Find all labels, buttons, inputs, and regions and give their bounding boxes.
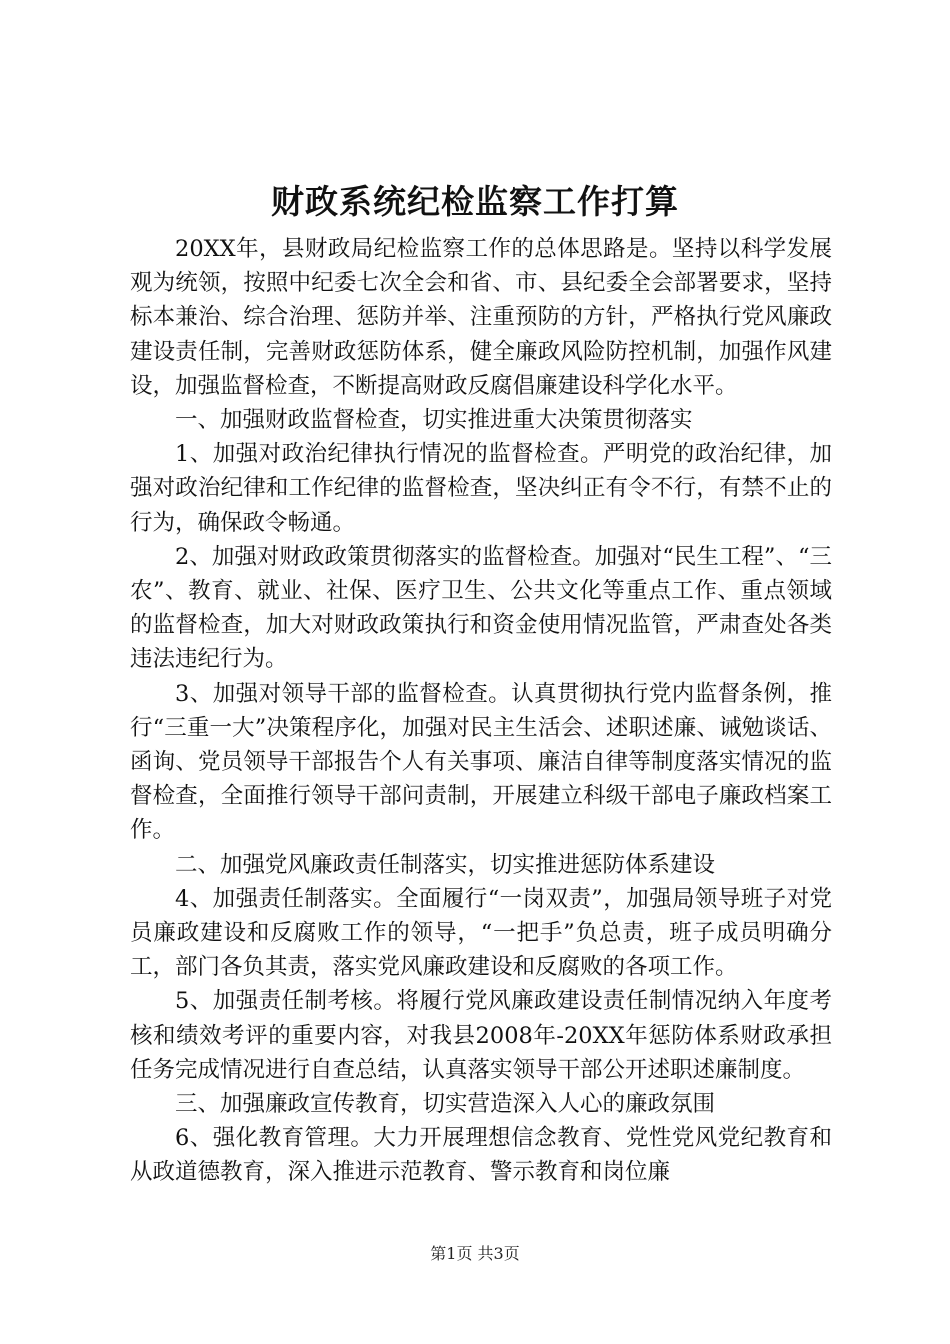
section-heading-3: 三、加强廉政宣传教育，切实营造深入人心的廉政氛围 [175,1091,716,1118]
paragraph-intro: 20XX年，县财政局纪检监察工作的总体思路是。坚持以科学发展观为统领，按照中纪委七次全会和省、市、县纪委全会部署要求，坚持标本兼治、综合治理、惩防并举、注重预防的方针，严格执行党风廉政建设责任制，完善财政惩防体系，健全廉政风险防控机制，加强作风建设，加强监督检查，不断提高财政反腐倡廉建设科学化水平。 [130,236,832,399]
paragraph-item-2: 2、加强对财政政策贯彻落实的监督检查。加强对“民生工程”、“三农”、教育、就业、社保、医疗卫生、公共文化等重点工作、重点领域的监督检查，加大对财政政策执行和资金使用情况监管，严肃查处各类违法违纪行为。 [130,543,832,673]
page-footer: 第1页 共3页 [430,1244,520,1263]
section-heading-1: 一、加强财政监督检查，切实推进重大决策贯彻落实 [175,407,693,434]
document-title: 财政系统纪检监察工作打算 [271,182,679,221]
paragraph-item-4: 4、加强责任制落实。全面履行“一岗双责”，加强局领导班子对党员廉政建设和反腐败工作的领导，“一把手”负总责，班子成员明确分工，部门各负其责，落实党风廉政建设和反腐败的各项工作。 [130,885,832,981]
paragraph-item-3: 3、加强对领导干部的监督检查。认真贯彻执行党内监督条例，推行“三重一大”决策程序化，加强对民主生活会、述职述廉、诫勉谈话、函询、党员领导干部报告个人有关事项、廉洁自律等制度落实情况的监督检查，全面推行领导干部问责制，开展建立科级干部电子廉政档案工作。 [130,680,832,844]
document-body [130,232,832,1190]
section-heading-2: 二、加强党风廉政责任制落实，切实推进惩防体系建设 [175,851,716,878]
paragraph-item-1: 1、加强对政治纪律执行情况的监督检查。严明党的政治纪律，加强对政治纪律和工作纪律的监督检查，坚决纠正有令不行，有禁不止的行为，确保政令畅通。 [130,441,832,536]
paragraph-item-6: 6、强化教育管理。大力开展理想信念教育、党性党风党纪教育和从政道德教育，深入推进示范教育、警示教育和岗位廉 [130,1125,832,1186]
paragraph-item-5: 5、加强责任制考核。将履行党风廉政建设责任制情况纳入年度考核和绩效考评的重要内容，对我县2008年-20XX年惩防体系财政承担任务完成情况进行自查总结，认真落实领导干部公开述职述廉制度。 [130,988,832,1083]
